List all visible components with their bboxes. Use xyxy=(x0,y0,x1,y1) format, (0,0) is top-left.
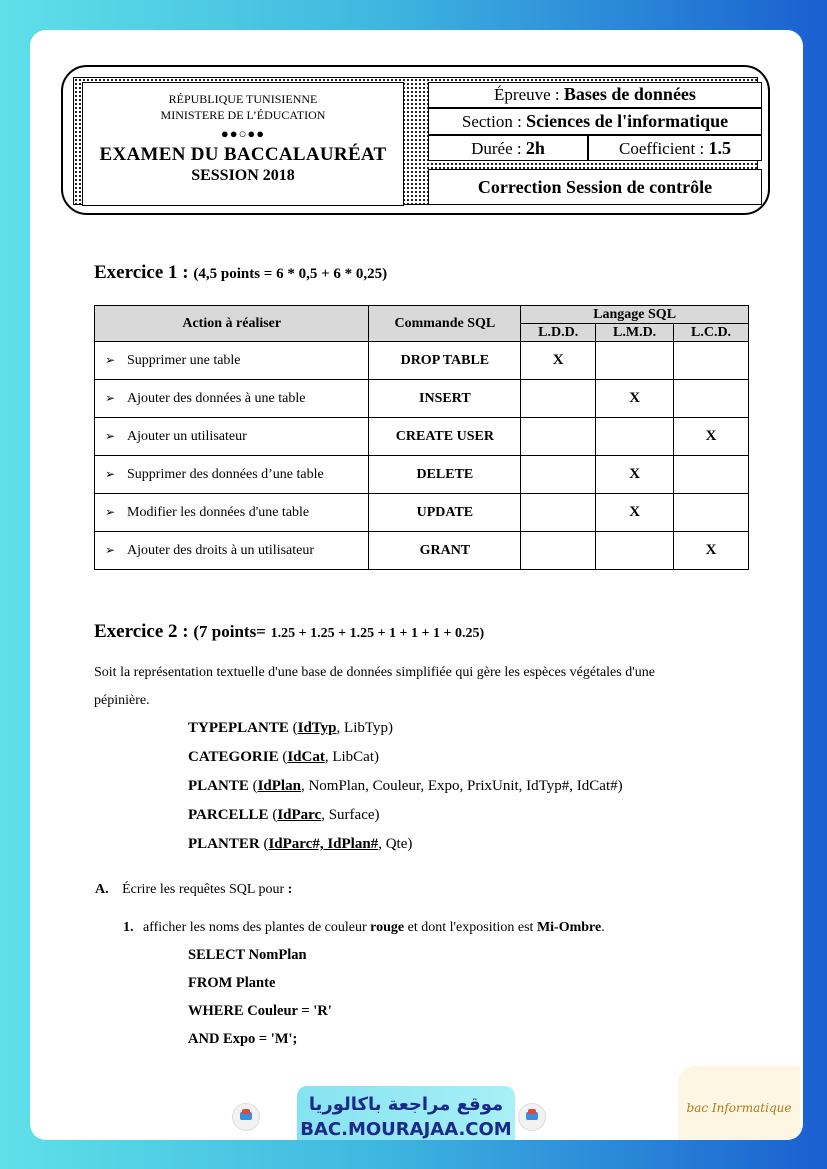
part-a-label: A. xyxy=(95,882,109,897)
duree-label: Durée : xyxy=(471,139,522,158)
ldd-cell xyxy=(521,418,596,456)
question-1-number: 1. xyxy=(123,920,134,935)
schema-table-name: PLANTE xyxy=(188,778,249,794)
schema-typeplante xyxy=(188,720,393,737)
republique-text: RÉPUBLIQUE TUNISIENNE xyxy=(168,92,318,106)
question-1 xyxy=(123,918,605,938)
schema-paren: ( xyxy=(268,807,278,823)
part-a-colon: : xyxy=(284,882,293,897)
part-a-text: Écrire les requêtes SQL pour xyxy=(122,882,285,897)
exam-header xyxy=(61,65,770,215)
exercise-2-points: (7 points= xyxy=(193,622,266,641)
schema-table-name: TYPEPLANTE xyxy=(188,720,289,736)
schema-plante xyxy=(188,778,623,795)
ldd-cell xyxy=(521,532,596,570)
header-left-box xyxy=(82,82,404,206)
question-1-color: rouge xyxy=(370,920,405,935)
section-box xyxy=(428,108,762,135)
ldd-cell: X xyxy=(521,342,596,380)
intro-line-2: pépinière. xyxy=(94,693,150,708)
exercise-2-title: Exercice 2 : xyxy=(94,621,189,642)
arrow-bullet-icon: ➢ xyxy=(105,428,116,443)
header-langage: Langage SQL xyxy=(521,306,749,324)
lcd-cell xyxy=(674,342,749,380)
action-cell: Supprimer des données d’une table xyxy=(127,466,324,482)
header-lcd: L.C.D. xyxy=(674,324,749,342)
command-cell: GRANT xyxy=(369,532,521,570)
ldd-cell xyxy=(521,494,596,532)
exercise-2-points-detail: 1.25 + 1.25 + 1.25 + 1 + 1 + 1 + 0.25) xyxy=(270,626,485,641)
site-banner[interactable] xyxy=(297,1086,515,1140)
epreuve-box xyxy=(428,82,762,108)
arrow-bullet-icon: ➢ xyxy=(105,390,116,405)
exam-title: EXAMEN DU BACCALAURÉAT xyxy=(99,144,387,165)
table-row xyxy=(95,418,749,456)
schema-primary-key: IdTyp xyxy=(297,720,337,736)
action-cell: Ajouter des données à une table xyxy=(127,390,306,406)
document-page xyxy=(30,30,803,1140)
schema-categorie xyxy=(188,749,379,766)
sql-line-from: FROM Plante xyxy=(188,975,276,991)
section-value: Sciences de l'informatique xyxy=(526,111,729,131)
lmd-cell xyxy=(596,342,674,380)
ldd-cell xyxy=(521,456,596,494)
sql-line-select: SELECT NomPlan xyxy=(188,947,307,963)
duree-value: 2h xyxy=(525,138,545,158)
ministere-text: MINISTERE DE L’ÉDUCATION xyxy=(160,108,326,122)
table-row xyxy=(95,494,749,532)
question-1-exposition: Mi-Ombre xyxy=(536,920,602,935)
epreuve-value: Bases de données xyxy=(563,84,696,104)
sql-line-and: AND Expo = 'M'; xyxy=(188,1031,298,1047)
sql-line-where: WHERE Couleur = 'R' xyxy=(188,1003,332,1019)
site-url[interactable]: BAC.MOURAJAA.COM xyxy=(300,1119,512,1140)
exercise-1-points: (4,5 points = 6 * 0,5 + 6 * 0,25) xyxy=(193,266,388,282)
arrow-bullet-icon: ➢ xyxy=(105,466,116,481)
header-dots: ●●○●● xyxy=(220,126,266,141)
bac-informatique-badge: bac Informatique xyxy=(678,1066,800,1140)
action-cell: Ajouter des droits à un utilisateur xyxy=(127,542,315,558)
schema-primary-key: IdParc xyxy=(277,807,322,823)
action-cell: Ajouter un utilisateur xyxy=(127,428,247,444)
sql-commands-table xyxy=(94,305,749,570)
schema-table-name: CATEGORIE xyxy=(188,749,279,765)
schema-paren: ( xyxy=(259,836,269,852)
exercise-2-intro xyxy=(94,663,655,711)
coefficient-label: Coefficient : xyxy=(619,139,705,158)
exercise-1-heading xyxy=(94,262,387,284)
header-action: Action à réaliser xyxy=(95,306,369,342)
question-1-end: . xyxy=(601,920,605,935)
command-cell: UPDATE xyxy=(369,494,521,532)
command-cell: CREATE USER xyxy=(369,418,521,456)
epreuve-label: Épreuve : xyxy=(494,85,560,104)
command-cell: INSERT xyxy=(369,380,521,418)
header-dotted-frame xyxy=(73,77,758,205)
table-row xyxy=(95,380,749,418)
ldd-cell xyxy=(521,380,596,418)
action-cell: Modifier les données d'une table xyxy=(127,504,310,520)
section-label: Section : xyxy=(461,112,522,131)
header-lmd: L.M.D. xyxy=(596,324,674,342)
lcd-cell xyxy=(674,456,749,494)
command-cell: DELETE xyxy=(369,456,521,494)
arrow-bullet-icon: ➢ xyxy=(105,542,116,557)
duree-box xyxy=(428,135,588,161)
intro-line-1: Soit la représentation textuelle d'une base de données simplifiée qui gère les espèces végétales d'une xyxy=(94,665,655,680)
lmd-cell xyxy=(596,418,674,456)
exercise-2-heading xyxy=(94,621,484,643)
table-row xyxy=(95,456,749,494)
site-arabic-name: موقع مراجعة باكالوريا xyxy=(308,1094,504,1115)
command-cell: DROP TABLE xyxy=(369,342,521,380)
schema-attributes: , Surface) xyxy=(321,807,380,823)
lmd-cell: X xyxy=(596,494,674,532)
question-1-text: afficher les noms des plantes de couleur xyxy=(143,920,367,935)
lmd-cell xyxy=(596,532,674,570)
header-ldd: L.D.D. xyxy=(521,324,596,342)
lcd-cell: X xyxy=(674,532,749,570)
schema-table-name: PARCELLE xyxy=(188,807,269,823)
site-logo-icon xyxy=(232,1103,260,1131)
table-row xyxy=(95,532,749,570)
schema-attributes: , LibCat) xyxy=(324,749,379,765)
schema-paren: ( xyxy=(278,749,288,765)
lmd-cell: X xyxy=(596,456,674,494)
schema-planter xyxy=(188,836,412,853)
part-a xyxy=(95,880,292,900)
correction-title: Correction Session de contrôle xyxy=(477,177,713,197)
schema-primary-key: IdPlan xyxy=(257,778,301,794)
arrow-bullet-icon: ➢ xyxy=(105,504,116,519)
coefficient-value: 1.5 xyxy=(708,138,731,158)
schema-primary-key: IdCat xyxy=(287,749,325,765)
action-cell: Supprimer une table xyxy=(127,352,241,368)
site-logo-icon xyxy=(518,1103,546,1131)
session-text: SESSION 2018 xyxy=(191,167,295,184)
schema-paren: ( xyxy=(248,778,258,794)
schema-attributes: , Qte) xyxy=(378,836,413,852)
question-1-text-mid: et dont l'exposition est xyxy=(407,920,534,935)
header-commande: Commande SQL xyxy=(369,306,521,342)
exercise-1-title: Exercice 1 : xyxy=(94,262,189,283)
lcd-cell: X xyxy=(674,418,749,456)
coefficient-box xyxy=(588,135,762,161)
schema-attributes: , LibTyp) xyxy=(336,720,393,736)
schema-paren: ( xyxy=(288,720,298,736)
schema-parcelle xyxy=(188,807,380,824)
correction-box xyxy=(428,169,762,205)
schema-table-name: PLANTER xyxy=(188,836,260,852)
lcd-cell xyxy=(674,380,749,418)
lmd-cell: X xyxy=(596,380,674,418)
schema-primary-key: IdParc#, IdPlan# xyxy=(268,836,379,852)
table-row xyxy=(95,342,749,380)
lcd-cell xyxy=(674,494,749,532)
schema-attributes: , NomPlan, Couleur, Expo, PrixUnit, IdTyp#, IdCat#) xyxy=(300,778,623,794)
arrow-bullet-icon: ➢ xyxy=(105,352,116,367)
